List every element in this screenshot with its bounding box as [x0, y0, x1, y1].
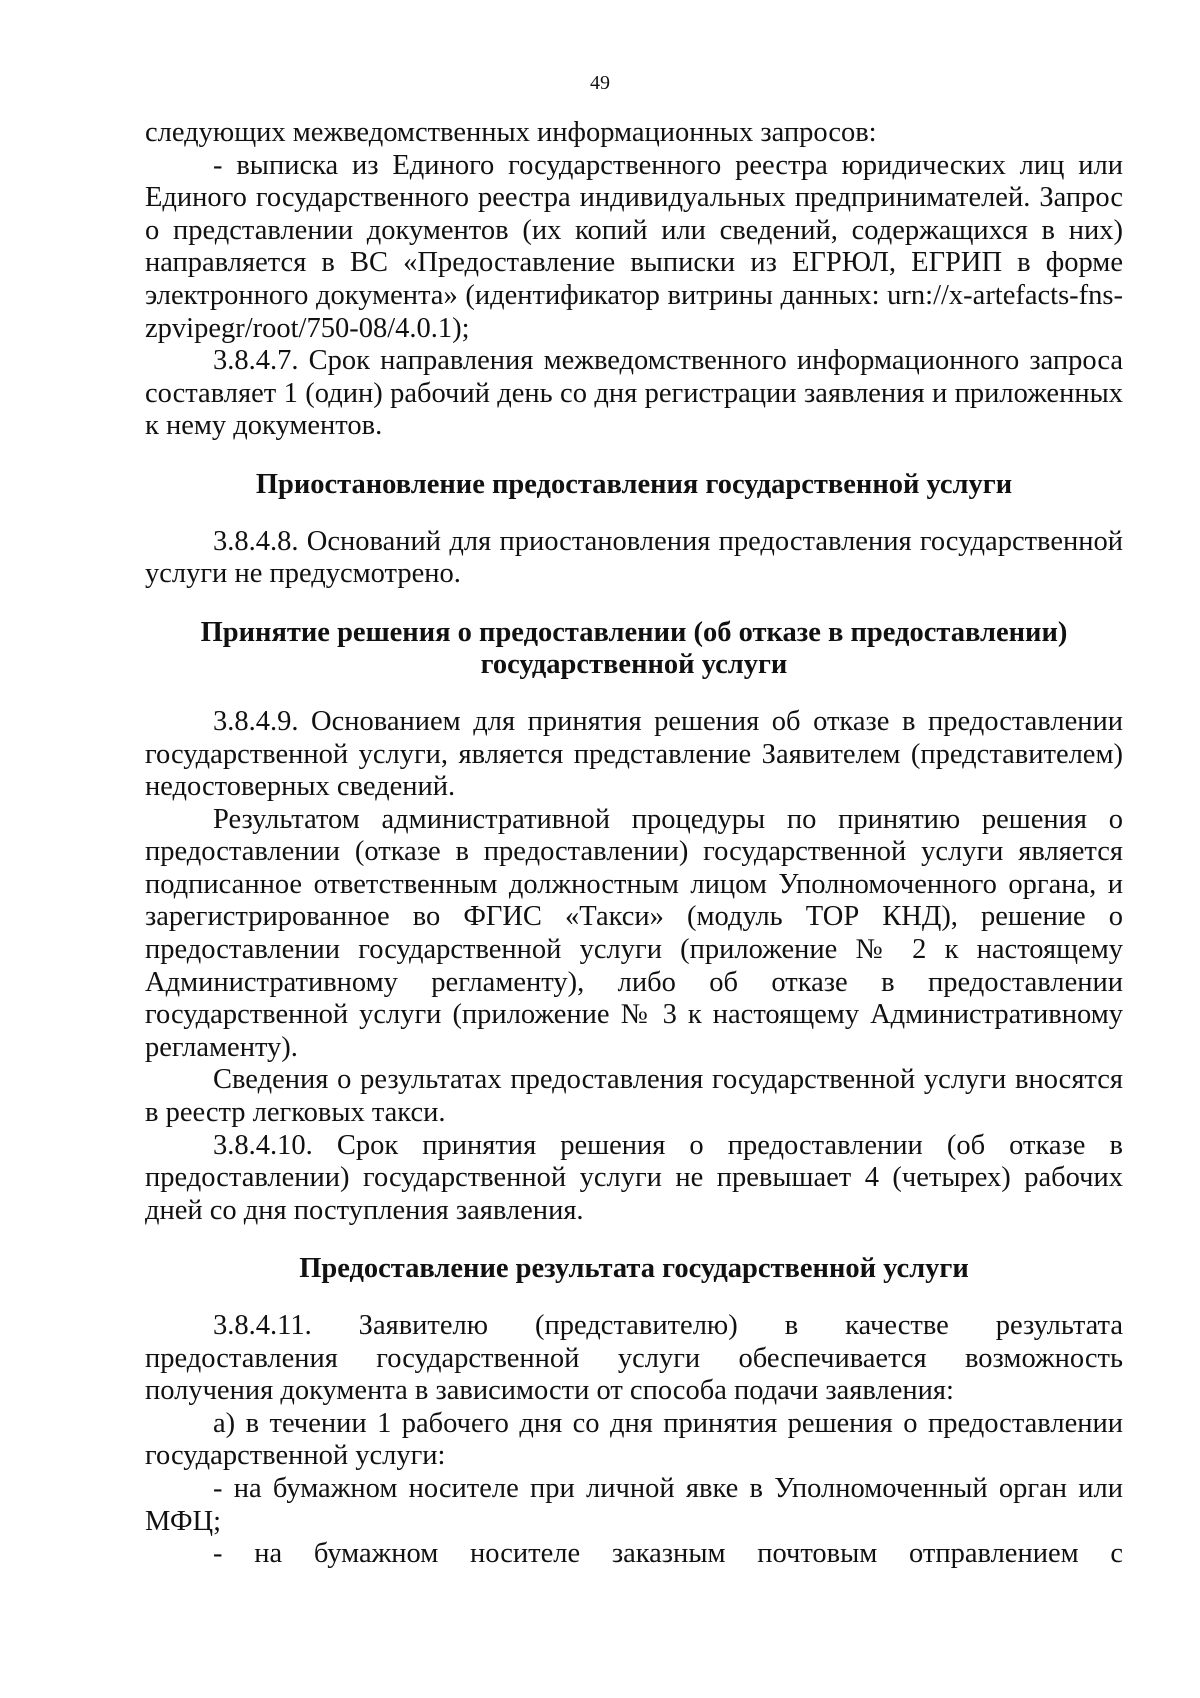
paragraph-3-8-4-10: 3.8.4.10. Срок принятия решения о предоставлении (об отказе в предоставлении) государственной услуги не превышает 4 (четырех) рабочих дней со дня поступления заявления.: [145, 1129, 1123, 1226]
spacer: [145, 1286, 1123, 1310]
paragraph-continuation: следующих межведомственных информационных запросов:: [145, 117, 877, 148]
heading-result: Предоставление результата государственной услуги: [299, 1253, 969, 1285]
spacer: [145, 591, 1123, 617]
document-body: [145, 117, 1123, 1571]
paragraph-decision-result: Результатом административной процедуры по принятию решения о предоставлении (отказе в предоставлении) государственной услуги является подписанное ответственным должностным лицом Уполномоченного органа, и зарегистрированное во ФГИС «Такси» (модуль ТОР КНД), решение о предоставлении государственной услуги (приложение № 2 к настоящему Административному регламенту), либо об отказе в предоставлении государственной услуги (приложение № 3 к настоящему Административному регламенту).: [145, 803, 1123, 1063]
spacer: [145, 502, 1123, 526]
heading-decision-line-1: Принятие решения о предоставлении (об отказе в предоставлении): [200, 616, 1068, 648]
spacer: [145, 682, 1123, 706]
paragraph-egrul-extract: - выписка из Единого государственного реестра юридических лиц или Единого государственного реестра индивидуальных предпринимателей. Запрос о представлении документов (их копий или сведений, содержащихся в них) направляется в ВС «Предоставление выписки из ЕГРЮЛ, ЕГРИП в форме электронного документа» (идентификатор витрины данных: urn://x-artefacts-fns-zpvipegr/root/750-08/4.0.1);: [145, 149, 1123, 344]
spacer: [145, 443, 1123, 469]
paragraph-paper-by-mail: - на бумажном носителе заказным почтовым отправлением с: [213, 1538, 1123, 1570]
spacer: [145, 1227, 1123, 1253]
heading-decision-line-2: государственной услуги: [480, 649, 788, 681]
page-number: 49: [590, 72, 610, 94]
paragraph-paper-in-person: - на бумажном носителе при личной явке в Уполномоченный орган или МФЦ;: [145, 1472, 1123, 1537]
paragraph-item-a: а) в течении 1 рабочего дня со дня принятия решения о предоставлении государственной услуги:: [145, 1407, 1123, 1472]
paragraph-taxi-registry: Сведения о результатах предоставления государственной услуги вносятся в реестр легковых такси.: [145, 1064, 1123, 1129]
paragraph-3-8-4-11: 3.8.4.11. Заявителю (представителю) в качестве результата предоставления государственной услуги обеспечивается возможность получения документа в зависимости от способа подачи заявления:: [145, 1310, 1123, 1407]
paragraph-3-8-4-9: 3.8.4.9. Основанием для принятия решения об отказе в предоставлении государственной услуги, является представление Заявителем (представителем) недостоверных сведений.: [145, 705, 1123, 803]
paragraph-3-8-4-8: 3.8.4.8. Оснований для приостановления предоставления государственной услуги не предусмотрено.: [145, 525, 1123, 590]
paragraph-3-8-4-7: 3.8.4.7. Срок направления межведомственного информационного запроса составляет 1 (один) рабочий день со дня регистрации заявления и приложенных к нему документов.: [145, 345, 1123, 442]
heading-suspension: Приостановление предоставления государственной услуги: [255, 468, 1013, 500]
